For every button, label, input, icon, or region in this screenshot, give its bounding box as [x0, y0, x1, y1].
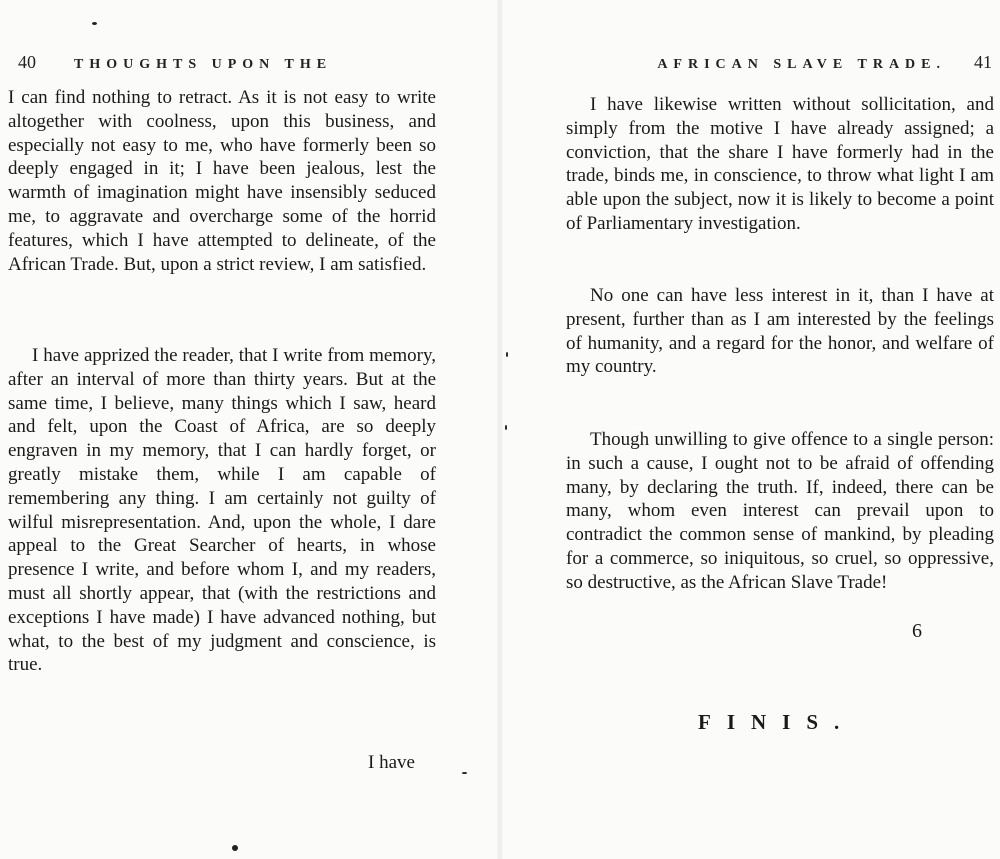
- scan-speck: [92, 22, 97, 25]
- left-running-header: [18, 52, 332, 73]
- catchword: I have: [368, 752, 415, 773]
- right-page-number: 41: [974, 52, 992, 72]
- signature-mark: 6: [912, 620, 922, 642]
- scan-speck: [506, 352, 508, 357]
- scan-speck: [232, 845, 238, 851]
- right-page: [500, 0, 1000, 859]
- right-paragraph-2: No one can have less interest in it, than I have at present, further than as I am interested by the feelings of humanity, and a regard for the honor, and welfare of my country.: [566, 285, 994, 378]
- right-paragraph-3: Though unwilling to give offence to a single person: in such a cause, I ought not to be afraid of offending many, by declaring the truth. If, indeed, there can be many, whom even interest can prevail upon to contradict the common sense of mankind, by pleading for a commerce, so iniquitous, so cruel, so oppressive, so destructive, as the African Slave Trade!: [566, 429, 994, 593]
- scan-speck: [462, 772, 467, 774]
- right-running-header: [657, 52, 992, 73]
- finis-heading: FINIS.: [698, 710, 856, 734]
- right-running-head: AFRICAN SLAVE TRADE.: [657, 57, 946, 72]
- left-paragraph-1: I can find nothing to retract. As it is not easy to write altogether with coolness, upon this business, and especially not easy to me, who have formerly been so deeply engaged in it; I have been jealous, lest the warmth of imagination might have insensibly seduced me, to aggravate and overcharge some of the horrid features, which I have attempted to delineate, of the African Trade. But, upon a strict review, I am satisfied.: [8, 87, 436, 275]
- left-paragraph-2: I have apprized the reader, that I write from memory, after an interval of more than thirty years. But at the same time, I believe, many things which I saw, heard and felt, upon the Coast of Africa, are so deeply engraven in my memory, that I can hardly forget, or greatly mistake them, while I am capable of remembering any thing. I am certainly not guilty of wilful misrepresentation. And, upon the whole, I dare appeal to the Great Searcher of hearts, in whose presence I write, and before whom I, and my readers, must all shortly appear, that (with the restrictions and exceptions I have made) I have advanced nothing, but what, to the best of my judgment and conscience, is true.: [8, 345, 436, 676]
- left-running-head: THOUGHTS UPON THE: [74, 57, 333, 72]
- scan-speck: [505, 425, 507, 430]
- right-paragraph-1: I have likewise written without sollicitation, and simply from the motive I have already assigned; a conviction, that the share I have formerly had in the trade, binds me, in conscience, to throw what light I am able upon the subject, now it is likely to become a point of Parliamentary investigation.: [566, 94, 994, 234]
- left-page-number: 40: [18, 52, 36, 72]
